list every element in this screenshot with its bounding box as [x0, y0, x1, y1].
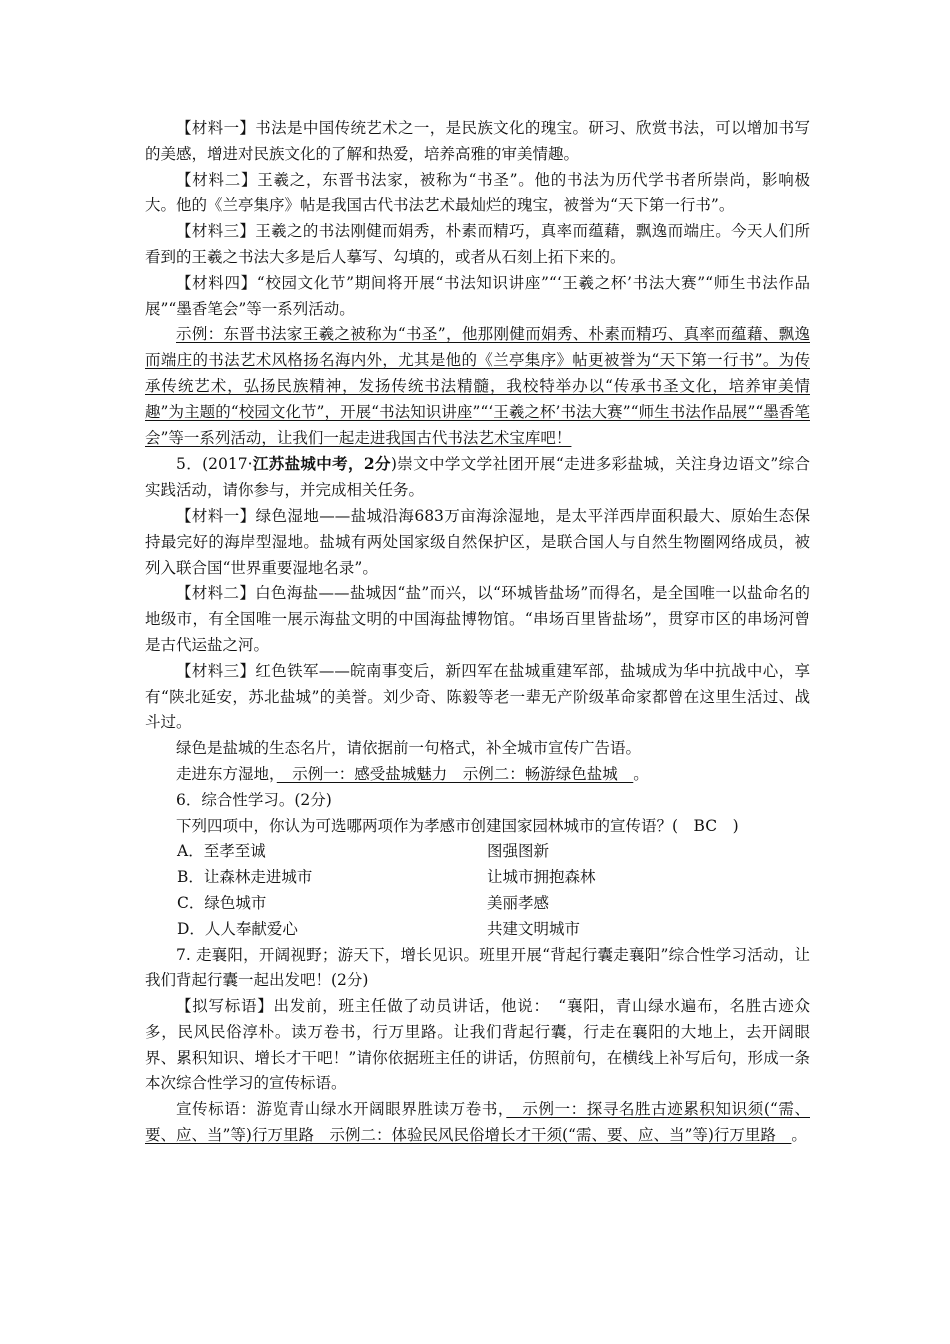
question-7-title: 7. 走襄阳，开阔视野；游天下，增长见识。班里开展“背起行囊走襄阳”综合性学习活动，让我们背起行囊一起出发吧！(2分): [145, 945, 810, 990]
q5-prefix: 5．(2017·: [176, 455, 253, 474]
material-3: 【材料三】王羲之的书法刚健而娟秀，朴素而精巧，真率而蕴藉，飘逸而端庄。今天人们所看到的王羲之书法大多是后人摹写、勾填的，或者从石刻上拓下来的。: [145, 222, 810, 266]
example-answer-text: 示例：东晋书法家王羲之被称为“书圣”，他那刚健而娟秀、朴素而精巧、真率而蕴藉、飘逸而端庄的书法艺术风格扬名海内外，尤其是他的《兰亭集序》帖更被誉为“天下第一行书”。为传承传统艺术，弘扬民族精神，发扬传统书法精髓，我校特举办以“传承书圣文化，培养审美情趣”为主题的“校园文化节”，开展“书法知识讲座”“‘王羲之杯’书法大赛”“师生书法作品展”“墨香笔会”等一系列活动，让我们一起走进我国古代书法艺术宝库吧！: [145, 325, 810, 447]
q5-line-suffix: 。: [633, 764, 649, 783]
q6-option-b: B．让森林走进城市: [177, 868, 313, 887]
q6-options: [145, 839, 810, 942]
q6-option-b-right: 让城市拥抱森林: [487, 868, 596, 887]
q5-material-2: 【材料二】白色海盐——盐城因“盐”而兴，以“环城皆盐场”而得名，是全国唯一以盐命名的地级市，有全国唯一展示海盐文明的中国海盐博物馆。“串场百里皆盐场”，贯穿市区的串场河曾是古代运盐之河。: [145, 584, 810, 654]
document-page: [145, 116, 810, 1149]
material-2: 【材料二】王羲之，东晋书法家，被称为“书圣”。他的书法为历代学书者所崇尚，影响极大。他的《兰亭集序》帖是我国古代书法艺术最灿烂的瑰宝，被誉为“天下第一行书”。: [145, 170, 810, 215]
q7-answer: 示例一：探寻名胜古迹累积知识须(“需、要、应、当”等)行万里路 示例二：体验民风民俗增长才干须(“需、要、应、当”等)行万里路: [145, 1100, 810, 1145]
q5-line-prefix: 走进东方湿地，: [176, 764, 277, 783]
example-answer-4: [145, 322, 810, 451]
q5-material-1: 【材料一】绿色湿地——盐城沿海683万亩海涂湿地，是太平洋西岸面积最大、原始生态保持最完好的海岸型湿地。盐城有两处国家级自然保护区，是联合国人与自然生物圈网络成员，被列入联合国“世界重要湿地名录”。: [145, 506, 810, 577]
material-1: 【材料一】书法是中国传统艺术之一，是民族文化的瑰宝。研习、欣赏书法，可以增加书写的美感，增进对民族文化的了解和热爱，培养高雅的审美情趣。: [145, 119, 810, 163]
q5-task: 绿色是盐城的生态名片，请依据前一句格式，补全城市宣传广告语。: [176, 739, 642, 758]
question-5-title: [145, 451, 810, 504]
q6-option-a: A．至孝至诚: [177, 842, 266, 861]
material-4: 【材料四】“校园文化节”期间将开展“书法知识讲座”“‘王羲之杯’书法大赛”“师生书法作品展”“墨香笔会”等一系列活动。: [145, 273, 810, 318]
q5-answer: 示例一：感受盐城魅力 示例二：畅游绿色盐城: [276, 764, 634, 783]
q7-answer-line: [145, 1097, 810, 1149]
question-6-text: 下列四项中，你认为可选哪两项作为孝感市创建国家园林城市的宣传语？( BC ): [176, 816, 739, 835]
q5-rest: )崇文中学文学社团开展“走进多彩盐城，关注身边语文”综合实践活动，请你参与，并完成相关任务。: [145, 455, 810, 500]
q5-answer-line: [145, 762, 810, 788]
q6-option-d: D．人人奉献爱心: [177, 919, 298, 938]
q6-option-c-right: 美丽孝感: [487, 893, 550, 912]
q6-option-a-right: 图强图新: [487, 842, 550, 861]
question-6-title: 6．综合性学习。(2分): [176, 790, 332, 809]
q7-line-suffix: 。: [791, 1126, 807, 1145]
q6-option-d-right: 共建文明城市: [487, 919, 581, 938]
q5-material-3: 【材料三】红色铁军——皖南事变后，新四军在盐城重建军部，盐城成为华中抗战中心，享有“陕北延安，苏北盐城”的美誉。刘少奇、陈毅等老一辈无产阶级革命家都曾在这里生活过、战斗过。: [145, 661, 810, 732]
q7-body: 【拟写标语】出发前，班主任做了动员讲话，他说： “襄阳，青山绿水遍布，名胜古迹众多，民风民俗淳朴。读万卷书，行万里路。让我们背起行囊，行走在襄阳的大地上，去开阔眼界、累积知识、增长才干吧！”请你依据班主任的讲话，仿照前句，在横线上补写后句，形成一条本次综合性学习的宣传标语。: [145, 997, 810, 1093]
q7-line-prefix: 宣传标语：游览青山绿水开阔眼界胜读万卷书，: [176, 1100, 507, 1119]
q5-source: 江苏盐城中考，2分: [252, 454, 391, 474]
q6-option-c: C．绿色城市: [177, 893, 267, 912]
